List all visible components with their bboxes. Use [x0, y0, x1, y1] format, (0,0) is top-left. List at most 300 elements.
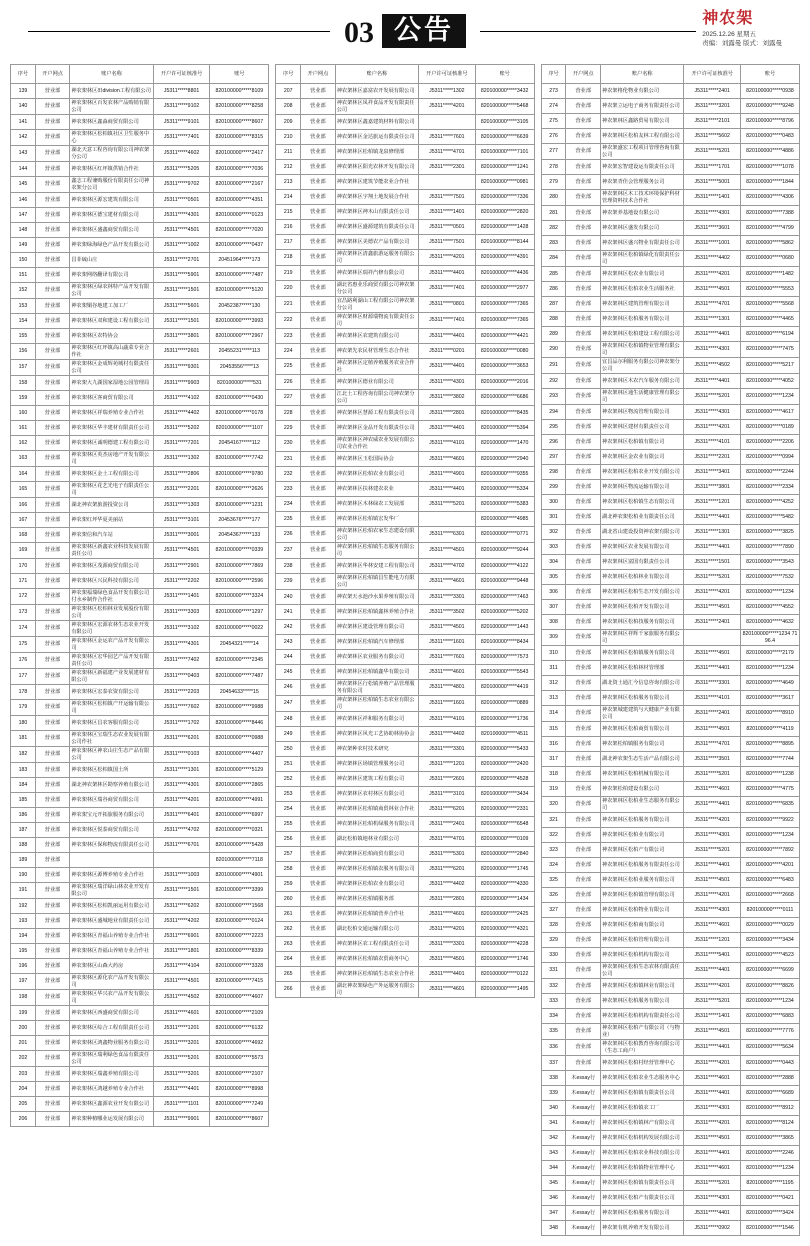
table-row [541, 84, 799, 99]
row-license-no: J5311*****3502 [419, 605, 476, 620]
row-account-no: 820100000*****6689 [740, 1086, 799, 1101]
table-row [541, 706, 799, 722]
row-branch: 营业部 [566, 114, 601, 129]
row-account-name: 神农架林区木工技术环境保护科材管理资料技术合作社 [601, 190, 684, 206]
row-branch: 营业部 [566, 267, 601, 282]
row-branch: 营业部 [566, 144, 601, 160]
table-row [276, 877, 534, 892]
row-account-no: 820100000*****4511 [475, 727, 534, 742]
table-row [11, 360, 269, 376]
row-index: 296 [541, 435, 566, 450]
row-index: 317 [541, 752, 566, 767]
row-account-name: 神农架林区松柏镇绿化有限责任公司 [601, 251, 684, 267]
row-index: 286 [541, 282, 566, 297]
row-account-no: 820100000*****8258 [210, 99, 269, 115]
row-account-name: 神农架林区盛城地业有限责任公司 [70, 914, 153, 929]
row-branch: 营业部 [35, 528, 70, 543]
table-row [541, 435, 799, 450]
row-index: 308 [541, 615, 566, 630]
row-account-name: 神农架林区慧源工程有限责任公司 [335, 406, 418, 421]
row-index: 339 [541, 1086, 566, 1101]
table-row [11, 99, 269, 115]
table-row [11, 778, 269, 793]
row-branch: 营业部 [35, 344, 70, 360]
row-branch: 营业部 [35, 406, 70, 421]
table-body-1 [11, 84, 269, 1127]
table-row [276, 847, 534, 862]
row-license-no: J5311*****2201 [684, 450, 741, 465]
table-row [541, 206, 799, 221]
row-index: 306 [541, 585, 566, 600]
row-index: 341 [541, 1116, 566, 1131]
row-index: 288 [541, 312, 566, 327]
row-account-no: 820100000*****2016 [475, 375, 534, 390]
row-account-no: 820100000*****3653 [475, 359, 534, 375]
table-row [541, 221, 799, 236]
row-index: 145 [11, 177, 36, 193]
row-index: 274 [541, 99, 566, 114]
row-account-name: 神农架林区松柏业服务有限公司 [601, 873, 684, 888]
row-account-name: 鑫志工程兼购服份有限责任公司神农架分公司 [70, 177, 153, 193]
row-license-no: J5311*****9901 [153, 1112, 210, 1127]
row-branch: 营业部 [35, 853, 70, 868]
row-branch: 营业部 [35, 329, 70, 344]
row-index: 331 [541, 963, 566, 979]
row-account-name: 神农架林区松柏业生态服务有限公司 [601, 797, 684, 813]
table-row [276, 620, 534, 635]
row-license-no: J5311*****2201 [153, 482, 210, 498]
row-license-no: J5311*****4501 [684, 600, 741, 615]
row-branch: 营业部 [566, 752, 601, 767]
table-row [541, 646, 799, 661]
table-row [276, 907, 534, 922]
row-license-no: J5311*****4401 [684, 374, 741, 389]
table-row [11, 808, 269, 823]
row-branch: 营业部 [566, 206, 601, 221]
row-account-name: 神农架林区松柏服务有限公司 [601, 813, 684, 828]
row-license-no: J5311*****4501 [153, 974, 210, 990]
row-account-name: 神农架林区祥辉千家旅服务有限公司 [601, 630, 684, 646]
table-row [11, 436, 269, 451]
row-index: 228 [276, 406, 301, 421]
row-branch: 营业部 [301, 922, 336, 937]
row-account-name: 神农架林区松柏服务有限公司 [601, 1206, 684, 1221]
row-branch: 营业部 [35, 883, 70, 899]
table-row [11, 747, 269, 763]
table-row [541, 480, 799, 495]
row-branch: 营业部 [35, 700, 70, 716]
row-account-name: 神农架林区瑞利绿色食品有限责任公司 [70, 1051, 153, 1067]
row-branch: 营业部 [301, 175, 336, 190]
row-license-no: J5311*****3001 [153, 528, 210, 543]
account-table-1 [10, 64, 269, 1127]
row-branch: 营业部 [566, 510, 601, 525]
row-license-no: J5311*****2401 [684, 706, 741, 722]
row-branch: 营业部 [566, 555, 601, 570]
row-account-name: 神农架宝元开拓旅服务有限公司 [70, 808, 153, 823]
table-row [541, 737, 799, 752]
table-row [541, 190, 799, 206]
row-account-name: 神农架林区源宏建筑有限公司 [70, 193, 153, 208]
table-row [276, 297, 534, 313]
table-row [276, 559, 534, 574]
row-account-name: 神农架林区凤祥食品开发有限责任公司 [335, 99, 418, 115]
row-branch: 营业部 [301, 590, 336, 605]
row-index: 250 [276, 742, 301, 757]
row-account-no: 820100000*****8144 [475, 235, 534, 250]
row-branch: 营业部 [566, 828, 601, 843]
row-license-no: J5311*****1201 [684, 495, 741, 510]
table-row [541, 374, 799, 389]
row-account-no: 820100000*****0178 [210, 406, 269, 421]
row-index: 344 [541, 1161, 566, 1176]
row-account-no: 820100000*****4201 [740, 858, 799, 873]
row-account-no: 820100000*****4330 [475, 877, 534, 892]
table-row [541, 129, 799, 144]
row-account-no: 820100000*****7118 [210, 853, 269, 868]
row-account-name: 神农架林区盛鑫商贸有限公司 [70, 223, 153, 238]
row-account-no: 820100000*****9922 [740, 813, 799, 828]
row-branch: 营业部 [301, 359, 336, 375]
th-account-no: 账号 [475, 65, 534, 84]
row-account-name: 湖北松柏镇地林业有限公司 [335, 832, 418, 847]
row-account-name: 神农架林区松柏生态农林有限责任公司 [601, 963, 684, 979]
row-account-no: 820100000*****1482 [740, 267, 799, 282]
table-row [541, 570, 799, 585]
row-account-no: 820100000*****0122 [475, 967, 534, 982]
row-license-no: J5311*****4601 [419, 907, 476, 922]
row-branch: 营业部 [35, 543, 70, 559]
row-account-name [70, 853, 153, 868]
row-license-no [419, 512, 476, 527]
th-account-no: 账号 [740, 65, 799, 84]
table-row [276, 574, 534, 590]
row-account-name: 神农架林区清鑫旅游运服务有限公司 [335, 250, 418, 266]
table-row [11, 208, 269, 223]
table-row [276, 205, 534, 220]
row-branch: 营业部 [35, 605, 70, 621]
row-branch: 营业部 [35, 451, 70, 467]
row-branch: 木essay行 [566, 1086, 601, 1101]
row-account-name: 湖北神农架林区勘察养殖有限公司 [70, 778, 153, 793]
table-row [276, 982, 534, 998]
row-account-name: 神农架林区瑞洋绿山林农业开发有限公司 [70, 883, 153, 899]
table-row [541, 312, 799, 327]
row-license-no: J5311*****2401 [684, 84, 741, 99]
row-account-name: 神农架林区松柏镇有限公司 [601, 435, 684, 450]
row-index: 167 [11, 513, 36, 528]
row-account-no: 820100000*****2331 [475, 802, 534, 817]
row-account-no: 820100000*****6699 [740, 963, 799, 979]
row-index: 298 [541, 465, 566, 480]
row-license-no: J5311*****1601 [419, 696, 476, 712]
row-branch: 营业部 [35, 778, 70, 793]
row-branch: 营业部 [301, 574, 336, 590]
row-account-no: 820100000*****4985 [475, 512, 534, 527]
row-account-no: 820100000*****1234 [740, 828, 799, 843]
row-index: 213 [276, 175, 301, 190]
row-account-no: 820100000*****2109 [210, 1006, 269, 1021]
row-account-no: 820100000*****4617 [740, 405, 799, 420]
row-account-name: 神农架林区农建筑有限公司 [335, 329, 418, 344]
row-index: 256 [276, 832, 301, 847]
table-row [276, 680, 534, 696]
row-branch: 营业部 [35, 637, 70, 653]
row-account-no: 820100000*****5202 [475, 605, 534, 620]
row-account-name: 神农架林区松柏服务有限公司 [601, 691, 684, 706]
th-branch: 开户网点 [35, 65, 70, 84]
row-account-no: 820100000*****0421 [740, 1191, 799, 1206]
row-index: 152 [11, 283, 36, 299]
row-account-name: 神农架大九湖国家湿地公园管理局 [70, 376, 153, 391]
row-account-no: 820100000*****2940 [475, 452, 534, 467]
row-index: 221 [276, 297, 301, 313]
row-index: 200 [11, 1021, 36, 1036]
row-license-no: J5311*****4201 [153, 793, 210, 808]
row-index: 201 [11, 1036, 36, 1051]
row-license-no: J5311*****9903 [153, 376, 210, 391]
row-license-no: J5311*****2901 [153, 559, 210, 574]
row-account-no: 820100000*****4419 [475, 680, 534, 696]
row-license-no: J5311*****1002 [153, 238, 210, 253]
th-index: 序号 [541, 65, 566, 84]
row-branch: 营业部 [566, 465, 601, 480]
row-license-no: J5311*****5201 [684, 389, 741, 405]
row-index: 304 [541, 555, 566, 570]
row-license-no: J5311*****3301 [419, 742, 476, 757]
row-account-name: 神农架林区松柏镇营养合作社 [335, 907, 418, 922]
row-index: 303 [541, 540, 566, 555]
table-row [541, 752, 799, 767]
row-license-no: J5311*****1003 [153, 868, 210, 883]
table-row [11, 589, 269, 605]
row-branch: 营业部 [35, 467, 70, 482]
row-account-no: 820100000*****7487 [210, 669, 269, 685]
row-index: 139 [11, 84, 36, 99]
row-branch: 营业部 [301, 250, 336, 266]
row-account-name: 神农架林区场镇管理服务公司 [335, 757, 418, 772]
row-index: 285 [541, 267, 566, 282]
row-account-name: 神农架有机养殖开发有限公司 [601, 1221, 684, 1236]
row-index: 249 [276, 727, 301, 742]
table-row [11, 868, 269, 883]
row-license-no: J5311*****7401 [419, 281, 476, 297]
row-account-no: 820100000*****7573 [475, 650, 534, 665]
row-account-no: 820100000*****1231 [210, 498, 269, 513]
table-row [541, 767, 799, 782]
row-index: 187 [11, 823, 36, 838]
table-row [541, 994, 799, 1009]
table-row [541, 1191, 799, 1206]
row-license-no: J5311*****4401 [419, 359, 476, 375]
row-account-name: 神农架林区西盛商贸有限公司 [70, 1006, 153, 1021]
row-account-name: 神农架林区瑞鑫养殖有限公司 [70, 1067, 153, 1082]
table-row [11, 115, 269, 130]
row-account-name: 神农架林区松柏商贸有限公司 [335, 847, 418, 862]
row-account-name: 神农架林区宏源农林生态农业开发有限公司 [70, 621, 153, 637]
row-branch: 营业部 [566, 540, 601, 555]
row-account-name: 神农架林区祥瑞养殖专业合作社 [70, 406, 153, 421]
row-account-no: 820100000*****2417 [210, 146, 269, 162]
table-row [11, 637, 269, 653]
row-account-no: 820100000*****1234 [740, 585, 799, 600]
row-license-no: J5311*****3201 [153, 1036, 210, 1051]
table-row [11, 498, 269, 513]
row-account-name: 神农架林区建筑工程有限公司 [335, 772, 418, 787]
row-license-no: J5311*****4401 [419, 967, 476, 982]
row-license-no: J5311*****5201 [419, 497, 476, 512]
table-row [11, 685, 269, 700]
row-license-no: J5311*****4402 [684, 251, 741, 267]
row-account-name: 神农架林区松柏商有限公司 [601, 918, 684, 933]
row-account-name: 江北土工程咨询有限公司神农架分公司 [335, 390, 418, 406]
table-row [11, 268, 269, 283]
row-license-no: J5311*****5201 [684, 144, 741, 160]
table-row [276, 190, 534, 205]
row-account-name: 神农架林区农村林区有限公司 [335, 787, 418, 802]
row-account-no: 820100000*****1546 [740, 1221, 799, 1236]
table-row [541, 828, 799, 843]
row-branch: 营业部 [35, 929, 70, 944]
row-branch: 营业部 [35, 838, 70, 853]
row-branch: 营业部 [301, 436, 336, 452]
row-account-name: 神农架林区松柏村经营管理中心 [601, 1056, 684, 1071]
row-account-name: 神农架林区鸿越养殖专业合作社 [70, 1082, 153, 1097]
row-account-name: 神农架林区扶林建农农业 [335, 482, 418, 497]
row-index: 313 [541, 691, 566, 706]
row-index: 217 [276, 235, 301, 250]
table-row [541, 948, 799, 963]
table-row [276, 635, 534, 650]
row-account-name: 神农架林区松柏镇农贸商务中心 [335, 952, 418, 967]
th-account-name: 账户名称 [601, 65, 684, 84]
row-license-no: J5311*****9301 [153, 360, 210, 376]
row-branch: 营业部 [35, 162, 70, 177]
row-index: 346 [541, 1191, 566, 1206]
row-license-no: J5311*****4601 [419, 665, 476, 680]
table-row [541, 327, 799, 342]
row-account-no: 820100000*****4228 [475, 937, 534, 952]
row-index: 294 [541, 405, 566, 420]
row-license-no: J5311*****4702 [153, 823, 210, 838]
row-branch: 营业部 [35, 716, 70, 731]
row-index: 243 [276, 635, 301, 650]
row-account-name: 神农架林区松柏商贸有限公司 [601, 722, 684, 737]
row-index: 176 [11, 653, 36, 669]
row-license-no: J5311*****4201 [684, 813, 741, 828]
row-license-no: J5311*****5201 [684, 1176, 741, 1191]
table-row [11, 1097, 269, 1112]
row-index: 173 [11, 605, 36, 621]
table-row [541, 782, 799, 797]
table-row [276, 235, 534, 250]
row-index: 212 [276, 160, 301, 175]
row-branch: 营业部 [301, 757, 336, 772]
row-account-name: 神农架林区松柏农业开发有限公司 [601, 465, 684, 480]
table-row [276, 406, 534, 421]
row-account-no: 820100000*****1736 [475, 712, 534, 727]
row-account-name: 神农架立运电子商务有限责任公司 [601, 99, 684, 114]
row-account-name: 神农架林区松柏镇生态农业有限公司 [335, 696, 418, 712]
row-index: 156 [11, 344, 36, 360]
row-license-no: J5311*****8801 [153, 84, 210, 99]
row-account-no: 820100000*****0022 [210, 621, 269, 637]
row-index: 149 [11, 238, 36, 253]
table-row [541, 676, 799, 691]
row-license-no: J5311*****2202 [153, 574, 210, 589]
row-branch: 营业部 [566, 1056, 601, 1071]
row-account-name: 神农架盛宏工程项目管理咨询有限公司 [601, 144, 684, 160]
row-index: 334 [541, 1009, 566, 1024]
row-license-no: J5311*****4101 [684, 691, 741, 706]
table-row [11, 853, 269, 868]
row-license-no: J5311*****3301 [419, 937, 476, 952]
table-row [11, 1006, 269, 1021]
row-account-name: 昌菲硫山庄 [70, 253, 153, 268]
row-index: 211 [276, 145, 301, 160]
row-account-name: 神农架林区鸿鑫物业服务有限公司 [70, 1036, 153, 1051]
row-index: 220 [276, 281, 301, 297]
row-account-name: 神农架林区松柏镇社区卫生服务中心 [70, 130, 153, 146]
row-account-no: 820100000*****7890 [740, 540, 799, 555]
row-index: 186 [11, 808, 36, 823]
row-license-no: J5311*****4301 [684, 342, 741, 358]
row-license-no: J5311*****4201 [684, 267, 741, 282]
row-account-no: 820100000*****8607 [210, 115, 269, 130]
table-row [11, 944, 269, 959]
table-row [276, 727, 534, 742]
table-row [541, 510, 799, 525]
row-license-no: J5311*****1301 [153, 763, 210, 778]
row-account-name: 神农架林区松柏镇商贸林业合作社 [335, 802, 418, 817]
row-account-no: 820100000*****1241 [475, 160, 534, 175]
row-index: 195 [11, 944, 36, 959]
row-branch: 营业部 [35, 669, 70, 685]
row-index: 197 [11, 974, 36, 990]
row-account-name: 神农架林区鑫源农业开发有限公司 [70, 1097, 153, 1112]
row-account-no: 820100000*****1238 [740, 767, 799, 782]
row-account-name: 神农架林区松柏生态开发有限公司 [601, 585, 684, 600]
row-account-name: 神农架林区美德农产品有限公司 [335, 235, 418, 250]
row-index: 235 [276, 512, 301, 527]
row-account-no: 820100000*****0080 [475, 344, 534, 359]
row-account-name: 神农架松柏建设有限公司 [601, 782, 684, 797]
row-index: 316 [541, 737, 566, 752]
row-branch: 营业部 [301, 680, 336, 696]
row-index: 238 [276, 559, 301, 574]
row-branch: 木essay行 [566, 1071, 601, 1086]
table-row [541, 1221, 799, 1236]
row-account-no: 820100000*****4391 [475, 250, 534, 266]
table-row [276, 772, 534, 787]
row-account-name: 神农架林区阳光农林开发有限公司 [335, 160, 418, 175]
row-license-no: J5311*****4701 [684, 297, 741, 312]
table-row [11, 929, 269, 944]
row-index: 273 [541, 84, 566, 99]
row-account-no: 820100000*****2626 [210, 482, 269, 498]
row-index: 147 [11, 208, 36, 223]
row-account-no: 820100000*****3324 [210, 589, 269, 605]
row-account-name: 神农架林区松柏镇生态服务有限公司 [335, 543, 418, 559]
row-license-no: J5311*****7501 [419, 235, 476, 250]
row-account-no: 820100000*****0321 [210, 823, 269, 838]
row-account-name: 神农架林区定植养殖服务农业合作社 [335, 359, 418, 375]
account-table-3 [541, 64, 800, 1236]
row-branch: 营业部 [301, 817, 336, 832]
row-index: 245 [276, 665, 301, 680]
row-account-no: 820100000*****1844 [740, 175, 799, 190]
row-account-no: 820100000*****0994 [740, 450, 799, 465]
